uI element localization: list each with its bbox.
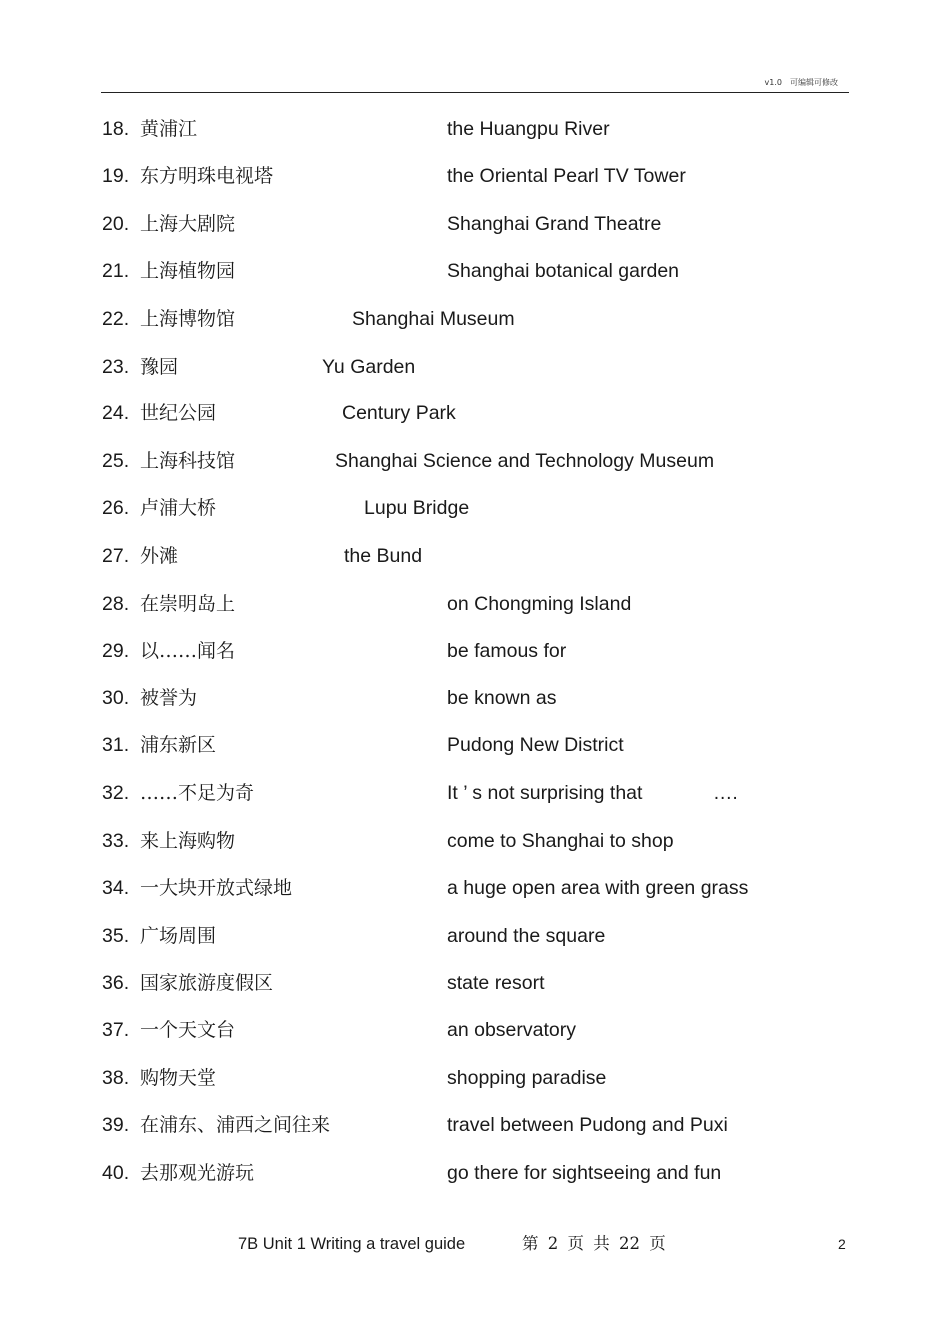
vocab-english: a huge open area with green grass — [447, 877, 749, 899]
vocab-english: the Bund — [344, 545, 423, 567]
vocab-row — [102, 495, 822, 521]
vocab-number: 18. — [102, 118, 130, 140]
vocab-english: the Oriental Pearl TV Tower — [447, 165, 686, 187]
vocab-chinese: 黄浦江 — [140, 118, 198, 140]
vocab-row — [102, 163, 822, 189]
vocab-chinese: 去那观光游玩 — [140, 1162, 255, 1184]
vocab-number: 29. — [102, 640, 130, 662]
vocab-chinese: 广场周围 — [140, 925, 217, 947]
vocab-row — [102, 685, 822, 711]
header-rule — [101, 92, 849, 93]
vocab-chinese: 来上海购物 — [140, 830, 236, 852]
vocab-row — [102, 1112, 822, 1138]
vocab-english: the Huangpu River — [447, 118, 610, 140]
vocab-chinese: 豫园 — [140, 356, 179, 378]
vocab-english: Shanghai Grand Theatre — [447, 213, 662, 235]
vocab-english: Pudong New District — [447, 734, 624, 756]
vocab-english: Yu Garden — [322, 356, 416, 378]
vocab-number: 28. — [102, 593, 130, 615]
vocab-number: 23. — [102, 356, 130, 378]
vocab-number: 24. — [102, 402, 130, 424]
vocab-english: be known as — [447, 687, 557, 709]
vocab-chinese: ……不足为奇 — [140, 782, 255, 804]
vocab-chinese: 上海植物园 — [140, 260, 236, 282]
vocab-row — [102, 116, 822, 142]
vocab-number: 39. — [102, 1114, 130, 1136]
vocab-chinese: 在浦东、浦西之间往来 — [140, 1114, 331, 1136]
vocab-number: 26. — [102, 497, 130, 519]
vocab-row — [102, 923, 822, 949]
vocab-english: Lupu Bridge — [364, 497, 470, 519]
vocab-number: 35. — [102, 925, 130, 947]
vocab-english: travel between Pudong and Puxi — [447, 1114, 728, 1136]
vocab-row — [102, 448, 822, 474]
vocab-number: 19. — [102, 165, 130, 187]
vocab-number: 25. — [102, 450, 130, 472]
vocab-chinese: 国家旅游度假区 — [140, 972, 274, 994]
footer-title: 7B Unit 1 Writing a travel guide — [238, 1235, 466, 1253]
vocab-number: 37. — [102, 1019, 130, 1041]
vocab-row — [102, 591, 822, 617]
vocab-number: 21. — [102, 260, 130, 282]
vocab-number: 36. — [102, 972, 130, 994]
vocab-english: around the square — [447, 925, 606, 947]
vocab-number: 27. — [102, 545, 130, 567]
vocab-row — [102, 732, 822, 758]
vocab-number: 22. — [102, 308, 130, 330]
vocab-english: Century Park — [342, 402, 456, 424]
vocab-english: state resort — [447, 972, 545, 994]
vocab-english: shopping paradise — [447, 1067, 607, 1089]
vocab-row — [102, 1065, 822, 1091]
vocab-chinese: 上海科技馆 — [140, 450, 236, 472]
vocab-number: 32. — [102, 782, 130, 804]
vocab-english: Shanghai Science and Technology Museum — [335, 450, 715, 472]
vocab-row — [102, 875, 822, 901]
vocab-number: 40. — [102, 1162, 130, 1184]
vocab-row — [102, 638, 822, 664]
footer-page-label: 第 2 页 共 22 页 — [522, 1234, 666, 1253]
vocab-number: 34. — [102, 877, 130, 899]
vocab-chinese: 在崇明岛上 — [140, 593, 236, 615]
vocab-english: Shanghai botanical garden — [447, 260, 680, 282]
vocab-row — [102, 970, 822, 996]
vocab-english: on Chongming Island — [447, 593, 632, 615]
vocab-chinese: 上海大剧院 — [140, 213, 236, 235]
vocab-english: be famous for — [447, 640, 567, 662]
vocab-row — [102, 1017, 822, 1043]
vocab-english: an observatory — [447, 1019, 576, 1041]
vocab-chinese: 外滩 — [140, 545, 179, 567]
vocab-chinese: 被誉为 — [140, 687, 198, 709]
vocab-row — [102, 1160, 822, 1186]
vocab-english: Shanghai Museum — [352, 308, 515, 330]
vocab-row — [102, 258, 822, 284]
vocab-chinese: 一大块开放式绿地 — [140, 877, 293, 899]
footer-page-number: 2 — [838, 1236, 846, 1252]
vocab-chinese: 以……闻名 — [140, 640, 236, 662]
vocab-row — [102, 400, 822, 426]
vocab-row — [102, 211, 822, 237]
vocab-chinese: 世纪公园 — [140, 402, 217, 424]
vocab-row — [102, 306, 822, 332]
vocab-number: 30. — [102, 687, 130, 709]
vocab-chinese: 浦东新区 — [140, 734, 217, 756]
vocab-english: come to Shanghai to shop — [447, 830, 674, 852]
vocab-english: go there for sightseeing and fun — [447, 1162, 722, 1184]
vocab-number: 38. — [102, 1067, 130, 1089]
vocab-row — [102, 543, 822, 569]
vocab-number: 33. — [102, 830, 130, 852]
vocab-row — [102, 828, 822, 854]
vocab-chinese: 东方明珠电视塔 — [140, 165, 274, 187]
header-note: v1.0 可编辑可修改 — [764, 78, 838, 87]
vocab-number: 31. — [102, 734, 130, 756]
vocab-row — [102, 780, 822, 806]
vocab-english: It ’ s not surprising that …. — [447, 782, 738, 804]
vocab-number: 20. — [102, 213, 130, 235]
vocab-chinese: 卢浦大桥 — [140, 497, 217, 519]
vocab-chinese: 购物天堂 — [140, 1067, 217, 1089]
vocab-chinese: 一个天文台 — [140, 1019, 236, 1041]
vocab-row — [102, 354, 822, 380]
vocab-chinese: 上海博物馆 — [140, 308, 236, 330]
